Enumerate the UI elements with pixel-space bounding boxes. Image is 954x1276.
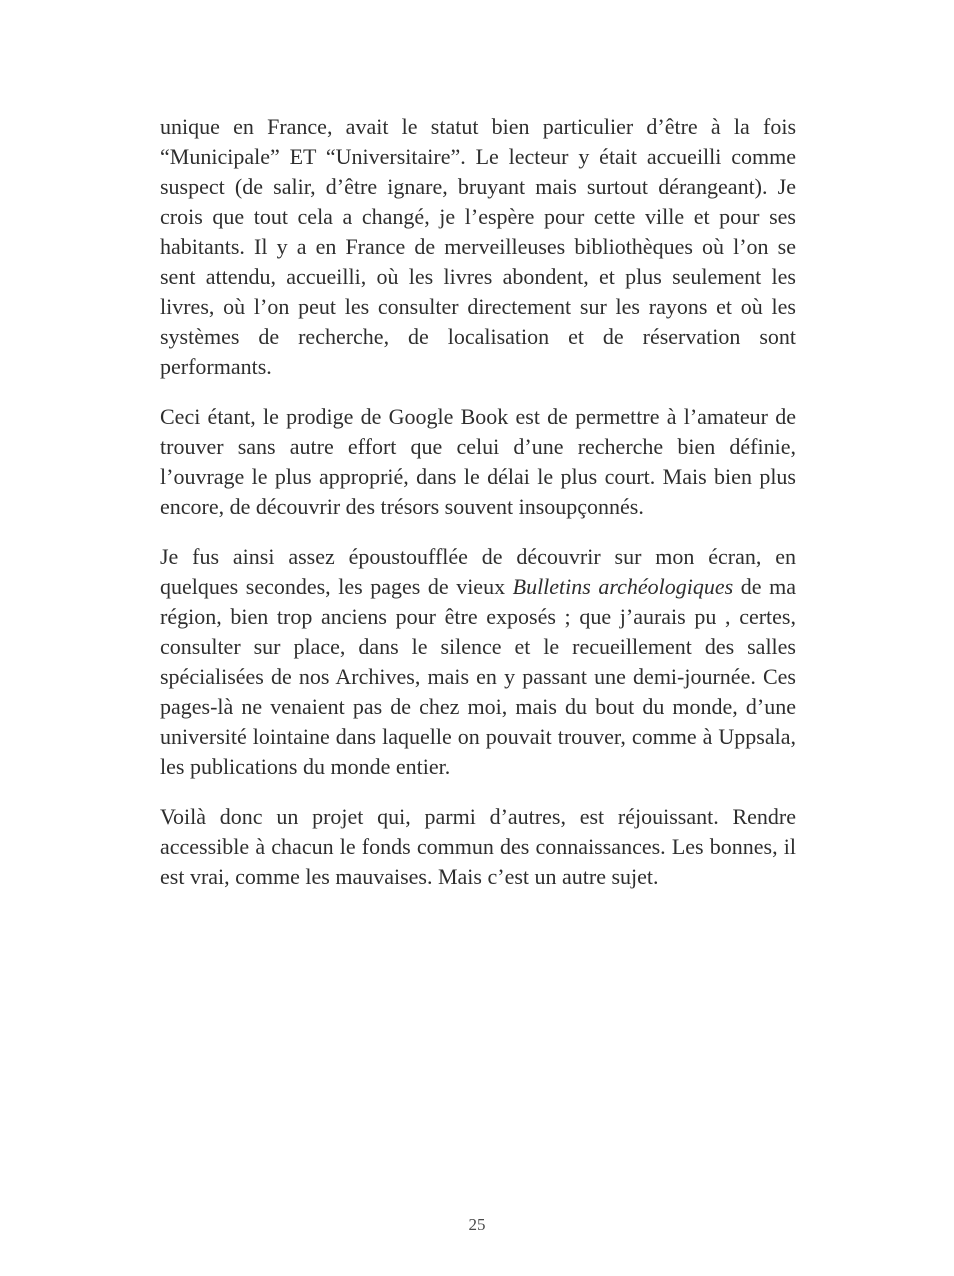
page-number: 25 <box>468 1215 486 1234</box>
paragraph <box>160 402 796 522</box>
paragraph-text: Ceci étant, le prodige de Google Book est de permettre à l’amateur de trouver sans autre effort que celui d’une recherche bien définie, l’ouvrage le plus approprié, dans le délai le plus court. Mais bien plus encore, de découvrir des trésors souvent insoupçonnés. <box>160 404 796 519</box>
paragraph-text: de ma région, bien trop anciens pour être exposés ; que j’aurais pu , certes, consulter sur place, dans le silence et le recueillement des salles spécialisées de nos Archives, mais en y passant une demi-journée. Ces pages-là ne venaient pas de chez moi, mais du bout du monde, d’une université lointaine dans laquelle on pouvait trouver, comme à Uppsala, les publications du monde entier. <box>160 574 796 779</box>
italic-publication-title: Bulletins archéologiques <box>512 574 734 599</box>
text-block <box>160 112 796 912</box>
paragraph-text: Voilà donc un projet qui, parmi d’autres, est réjouissant. Rendre accessible à chacun le fonds commun des connaissances. Les bonnes, il est vrai, comme les mauvaises. Mais c’est un autre sujet. <box>160 804 796 889</box>
paragraph-text: unique en France, avait le statut bien particulier d’être à la fois “Municipale” ET “Universitaire”. Le lecteur y était accueilli comme suspect (de salir, d’être ignare, bruyant mais surtout dérangeant). Je crois que tout cela a changé, je l’espère pour cette ville et pour ses habitants. Il y a en France de merveilleuses bibliothèques où l’on se sent attendu, accueilli, où les livres abondent, et plus seulement les livres, où l’on peut les consulter directement sur les rayons et où les systèmes de recherche, de localisation et de réservation sont performants. <box>160 114 796 379</box>
paragraph <box>160 802 796 892</box>
paragraph <box>160 542 796 782</box>
paragraph-text: Je fus ainsi assez époustoufflée de découvrir sur mon écran, en quelques secondes, les pages de vieux <box>160 544 796 599</box>
paragraph <box>160 112 796 382</box>
